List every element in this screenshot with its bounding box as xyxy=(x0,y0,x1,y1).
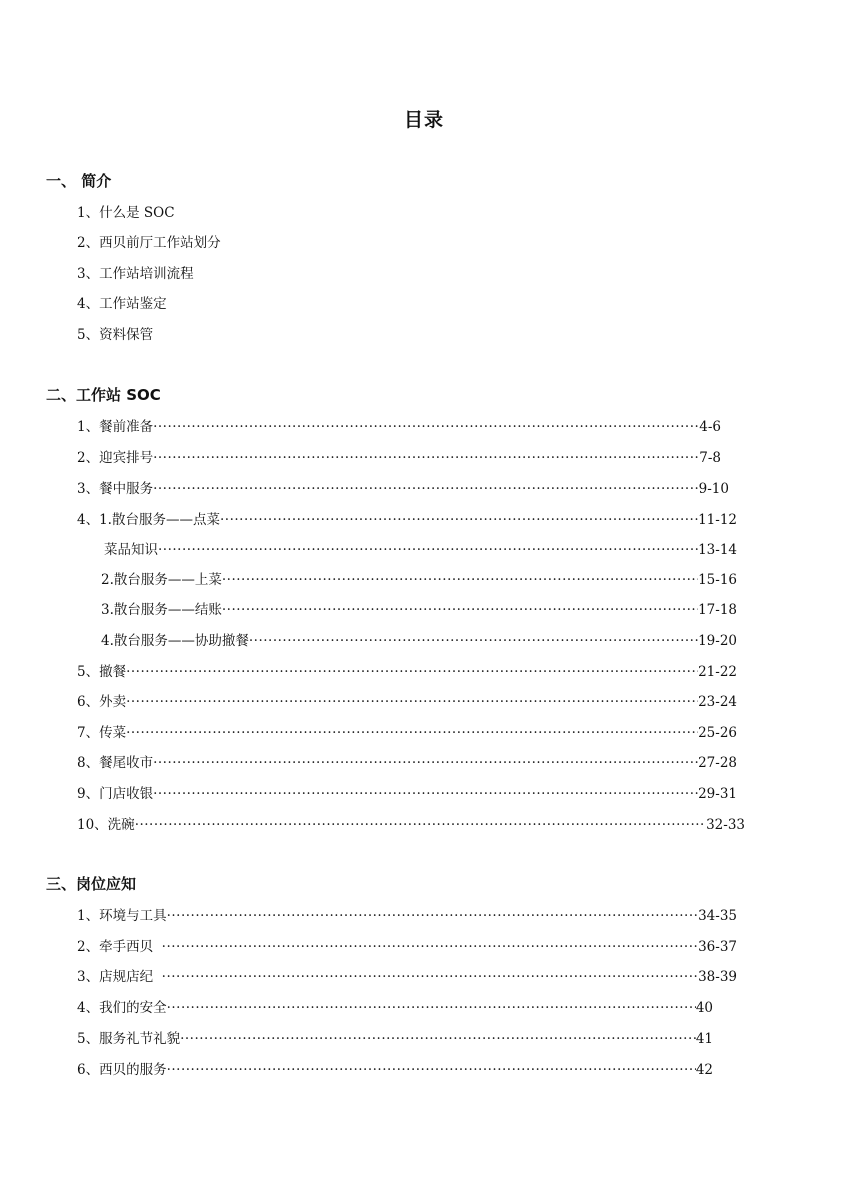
toc-item-pages: 23-24 xyxy=(698,694,737,710)
toc-item-pages: 11-12 xyxy=(698,512,737,528)
toc-item xyxy=(77,508,737,528)
toc-item-label: 2、迎宾排号 xyxy=(77,450,154,466)
toc-item-label: 5、服务礼节礼貌 xyxy=(77,1031,181,1047)
toc-item-pages: 27-28 xyxy=(698,755,737,771)
toc-item xyxy=(77,904,737,924)
dot-leader xyxy=(167,1000,696,1016)
toc-item-label: 4、工作站鉴定 xyxy=(77,296,167,312)
toc-item-label: 3、餐中服务 xyxy=(77,481,154,497)
toc-item xyxy=(104,538,737,558)
toc-item-label: 6、外卖 xyxy=(77,694,127,710)
toc-item-label: 4、1.散台服务——点菜 xyxy=(77,512,220,528)
toc-item-pages: 42 xyxy=(695,1062,713,1078)
toc-item xyxy=(77,782,737,802)
dot-leader xyxy=(180,1031,696,1047)
toc-item-pages: 36-37 xyxy=(698,939,737,955)
toc-item xyxy=(77,201,377,221)
dot-leader xyxy=(220,512,698,528)
dot-leader xyxy=(249,633,698,649)
toc-item-label: 7、传菜 xyxy=(77,725,127,741)
dot-leader xyxy=(153,755,698,771)
toc-item-pages: 19-20 xyxy=(698,633,737,649)
section-heading-intro: 一、 简介 xyxy=(46,172,112,190)
toc-item xyxy=(101,629,737,649)
toc-item-label: 10、洗碗 xyxy=(77,817,135,833)
toc-item xyxy=(77,690,737,710)
toc-item-label: 3、工作站培训流程 xyxy=(77,266,194,282)
dot-leader xyxy=(222,602,698,618)
dot-leader xyxy=(222,572,698,588)
toc-item-pages: 29-31 xyxy=(698,786,737,802)
dot-leader xyxy=(167,1062,696,1078)
dot-leader xyxy=(162,939,698,955)
toc-item xyxy=(77,1058,713,1078)
dot-leader xyxy=(126,694,698,710)
toc-item-pages: 32-33 xyxy=(706,817,745,833)
toc-item xyxy=(77,446,721,466)
toc-item xyxy=(77,292,377,312)
toc-item xyxy=(77,1027,713,1047)
toc-item-label: 1、餐前准备 xyxy=(77,419,154,435)
toc-item-pages: 4-6 xyxy=(699,419,721,435)
toc-item-label: 1、什么是 SOC xyxy=(77,205,175,221)
toc-item xyxy=(77,721,737,741)
dot-leader xyxy=(153,481,699,497)
toc-item-pages: 7-8 xyxy=(699,450,721,466)
toc-item-pages: 38-39 xyxy=(698,969,737,985)
toc-item-label: 2.散台服务——上菜 xyxy=(101,572,222,588)
toc-item xyxy=(77,751,737,771)
toc-item-pages: 9-10 xyxy=(698,481,729,497)
toc-item-label: 1、环境与工具 xyxy=(77,908,167,924)
toc-item-label: 3.散台服务——结账 xyxy=(101,602,222,618)
toc-item-pages: 34-35 xyxy=(698,908,737,924)
dot-leader xyxy=(135,817,706,833)
toc-item xyxy=(101,598,737,618)
dot-leader xyxy=(153,786,698,802)
dot-leader xyxy=(153,419,699,435)
dot-leader xyxy=(126,664,698,680)
toc-item-label: 2、牵手西贝 xyxy=(77,939,162,955)
dot-leader xyxy=(158,542,698,558)
toc-item-pages: 13-14 xyxy=(698,542,737,558)
toc-item xyxy=(77,231,377,251)
toc-item-pages: 15-16 xyxy=(698,572,737,588)
toc-item xyxy=(77,935,737,955)
toc-item-label: 9、门店收银 xyxy=(77,786,154,802)
toc-item-label: 4.散台服务——协助撤餐 xyxy=(101,633,249,649)
dot-leader xyxy=(162,969,698,985)
toc-item xyxy=(77,965,737,985)
toc-item xyxy=(77,996,713,1016)
toc-item-pages: 21-22 xyxy=(698,664,737,680)
toc-item xyxy=(77,477,729,497)
toc-item-pages: 25-26 xyxy=(698,725,737,741)
section-heading-job-knowledge: 三、岗位应知 xyxy=(46,875,137,893)
toc-item-pages: 17-18 xyxy=(698,602,737,618)
dot-leader xyxy=(126,725,698,741)
toc-item-pages: 41 xyxy=(695,1031,713,1047)
toc-item-label: 5、资料保管 xyxy=(77,327,154,343)
toc-item-label: 2、西贝前厅工作站划分 xyxy=(77,235,221,251)
toc-item xyxy=(77,262,377,282)
toc-item-label: 5、撤餐 xyxy=(77,664,127,680)
toc-item xyxy=(77,813,745,833)
toc-item-label: 3、店规店纪 xyxy=(77,969,162,985)
toc-item xyxy=(77,323,377,343)
toc-item xyxy=(101,568,737,588)
toc-item-label: 菜品知识 xyxy=(104,542,158,558)
toc-item xyxy=(77,660,737,680)
page-title: 目录 xyxy=(403,109,444,131)
dot-leader xyxy=(153,450,699,466)
toc-item-pages: 40 xyxy=(695,1000,713,1016)
toc-item-label: 4、我们的安全 xyxy=(77,1000,167,1016)
toc-item-label: 8、餐尾收市 xyxy=(77,755,154,771)
toc-item xyxy=(77,415,721,435)
toc-item-label: 6、西贝的服务 xyxy=(77,1062,167,1078)
dot-leader xyxy=(167,908,698,924)
section-heading-workstation-soc: 二、工作站 SOC xyxy=(46,386,161,404)
